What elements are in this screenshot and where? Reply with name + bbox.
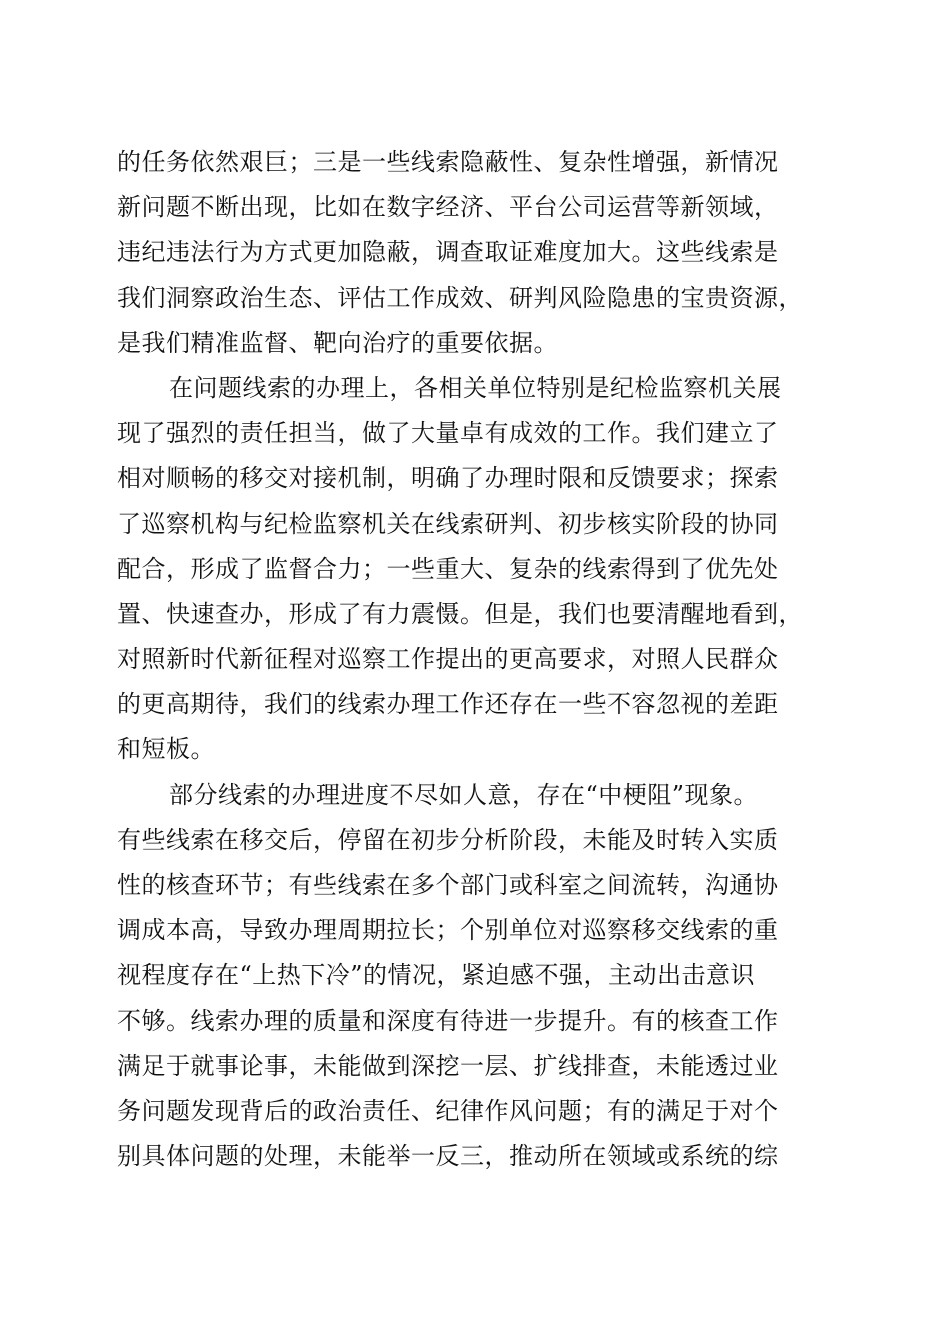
text-line: 对照新时代新征程对巡察工作提出的更高要求，对照人民群众 [117, 645, 779, 674]
text-line: 和短板。 [117, 735, 215, 764]
text-line: 别具体问题的处理，未能举一反三，推动所在领域或系统的综 [117, 1142, 779, 1171]
text-line: 满足于就事论事，未能做到深挖一层、扩线排查，未能透过业 [117, 1051, 779, 1080]
text-line: 务问题发现背后的政治责任、纪律作风问题；有的满足于对个 [117, 1096, 779, 1125]
text-line: 视程度存在“上热下冷”的情况，紧迫感不强，主动出击意识 [117, 961, 756, 990]
text-line: 性的核查环节；有些线索在多个部门或科室之间流转，沟通协 [117, 871, 779, 899]
text-line: 不够。线索办理的质量和深度有待进一步提升。有的核查工作 [117, 1006, 779, 1035]
text-line: 我们洞察政治生态、评估工作成效、研判风险隐患的宝贵资源， [117, 283, 803, 312]
text-line: 有些线索在移交后，停留在初步分析阶段，未能及时转入实质 [117, 825, 779, 854]
text-line: 的任务依然艰巨；三是一些线索隐蔽性、复杂性增强，新情况 [117, 148, 779, 176]
text-line: 调成本高，导致办理周期拉长；个别单位对巡察移交线索的重 [117, 916, 779, 945]
text-line: 置、快速查办，形成了有力震慑。但是，我们也要清醒地看到， [117, 599, 803, 628]
text-line: 的更高期待，我们的线索办理工作还存在一些不容忽视的差距 [117, 690, 779, 719]
document-body [117, 140, 827, 1179]
text-line: 了巡察机构与纪检监察机关在线索研判、初步核实阶段的协同 [117, 509, 779, 538]
paragraph-start-line: 部分线索的办理进度不尽如人意，存在“中梗阻”现象。 [169, 780, 759, 809]
text-line: 相对顺畅的移交对接机制，明确了办理时限和反馈要求；探索 [117, 464, 779, 493]
text-line: 新问题不断出现，比如在数字经济、平台公司运营等新领域， [117, 193, 779, 222]
text-line: 违纪违法行为方式更加隐蔽，调查取证难度加大。这些线索是 [117, 238, 779, 267]
paragraph-start-line: 在问题线索的办理上，各相关单位特别是纪检监察机关展 [169, 373, 782, 402]
text-line: 配合，形成了监督合力；一些重大、复杂的线索得到了优先处 [117, 554, 779, 583]
text-line: 现了强烈的责任担当，做了大量卓有成效的工作。我们建立了 [117, 419, 779, 448]
text-line: 是我们精准监督、靶向治疗的重要依据。 [117, 328, 558, 357]
